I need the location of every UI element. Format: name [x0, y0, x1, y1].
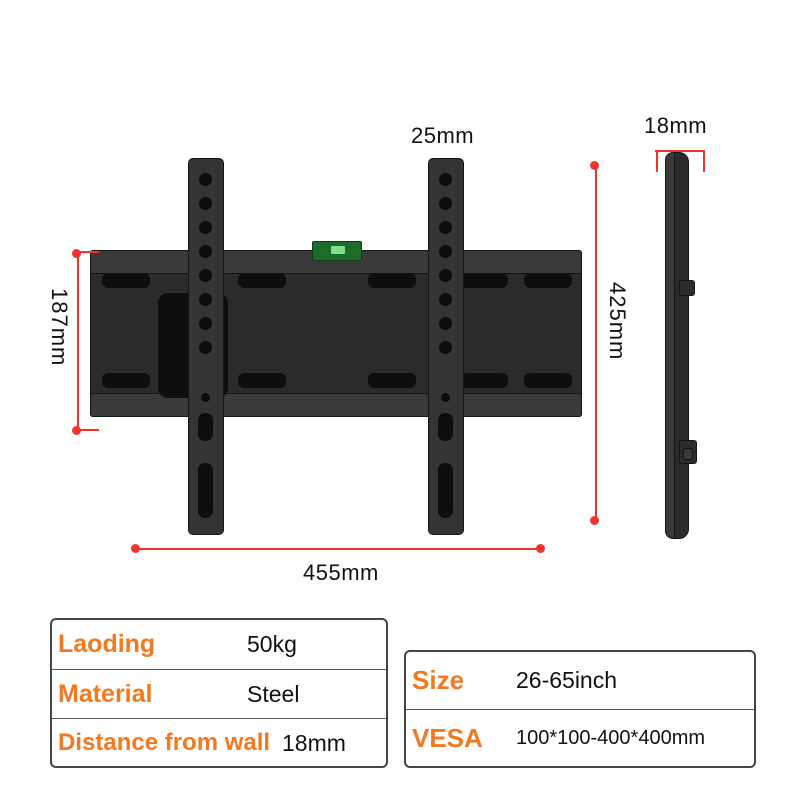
rail-hole	[441, 393, 450, 402]
wall-slot	[368, 373, 416, 388]
rail-hole	[439, 197, 452, 210]
wall-slot	[102, 273, 150, 288]
rail-hole	[199, 341, 212, 354]
dim-line-455mm	[136, 548, 540, 550]
rail-hole	[439, 245, 452, 258]
spec-row-material	[52, 669, 386, 718]
spec-row-size	[406, 652, 754, 709]
dim-dot	[590, 161, 599, 170]
spec-value-size: 26-65inch	[516, 667, 618, 693]
dim-label-25mm: 25mm	[411, 123, 475, 148]
spec-row-distance-from-wall	[52, 718, 386, 767]
wall-slot	[524, 273, 572, 288]
side-upper-hook	[679, 280, 695, 296]
side-lock-tab	[683, 448, 693, 460]
rail-hole	[199, 197, 212, 210]
spec-row-loading	[52, 620, 386, 669]
rail-hole	[439, 173, 452, 186]
dim-label-187mm: 187mm	[47, 288, 72, 367]
dim-ext-line	[703, 150, 705, 172]
dim-tick	[77, 251, 99, 253]
dim-line-18mm	[655, 150, 705, 152]
rail-lock-slot	[198, 413, 213, 441]
spec-value-vesa: 100*100-400*400mm	[516, 726, 706, 749]
rail-hole	[199, 221, 212, 234]
dim-label-425mm: 425mm	[605, 282, 630, 361]
wall-slot	[460, 373, 508, 388]
rail-lock-slot	[438, 413, 453, 441]
rail-lock-slot	[438, 463, 453, 518]
bubble-level	[312, 241, 362, 261]
spec-key-distance-from-wall: Distance from wall	[58, 729, 271, 756]
wall-slot	[102, 373, 150, 388]
dim-dot	[590, 516, 599, 525]
dim-dot	[536, 544, 545, 553]
rail-hole	[199, 173, 212, 186]
bubble-level-indicator	[331, 246, 345, 254]
rail-hole	[439, 221, 452, 234]
spec-value-loading: 50kg	[247, 631, 297, 657]
rail-hole	[199, 317, 212, 330]
dim-tick	[77, 429, 99, 431]
wall-slot	[368, 273, 416, 288]
wall-slot	[238, 273, 286, 288]
dim-line-187mm	[77, 253, 79, 431]
bracket-side-view	[655, 152, 715, 542]
spec-key-loading: Laoding	[58, 630, 156, 658]
dim-dot	[131, 544, 140, 553]
rail-hole	[439, 269, 452, 282]
spec-row-vesa	[406, 709, 754, 766]
spec-table-left	[50, 618, 388, 768]
spec-value-distance-from-wall: 18mm	[282, 729, 346, 756]
spec-key-vesa: VESA	[412, 722, 483, 753]
wall-slot	[460, 273, 508, 288]
rail-hole	[199, 245, 212, 258]
spec-key-material: Material	[58, 679, 153, 708]
rail-hole	[439, 317, 452, 330]
rail-hole	[199, 293, 212, 306]
wall-slot	[238, 373, 286, 388]
rail-hole	[199, 269, 212, 282]
rail-hole	[439, 341, 452, 354]
rail-hole	[439, 293, 452, 306]
wall-slot	[524, 373, 572, 388]
rail-lock-slot	[198, 463, 213, 518]
dim-label-18mm-top: 18mm	[644, 113, 708, 138]
rail-hole	[201, 393, 210, 402]
bracket-front-view	[80, 145, 590, 540]
spec-table-right	[404, 650, 756, 768]
spec-value-material: Steel	[247, 680, 300, 707]
dim-line-425mm	[595, 165, 597, 520]
side-profile-edge	[665, 152, 675, 539]
spec-key-size: Size	[412, 665, 465, 695]
dim-ext-line	[656, 150, 658, 172]
dim-label-455mm: 455mm	[303, 560, 379, 585]
